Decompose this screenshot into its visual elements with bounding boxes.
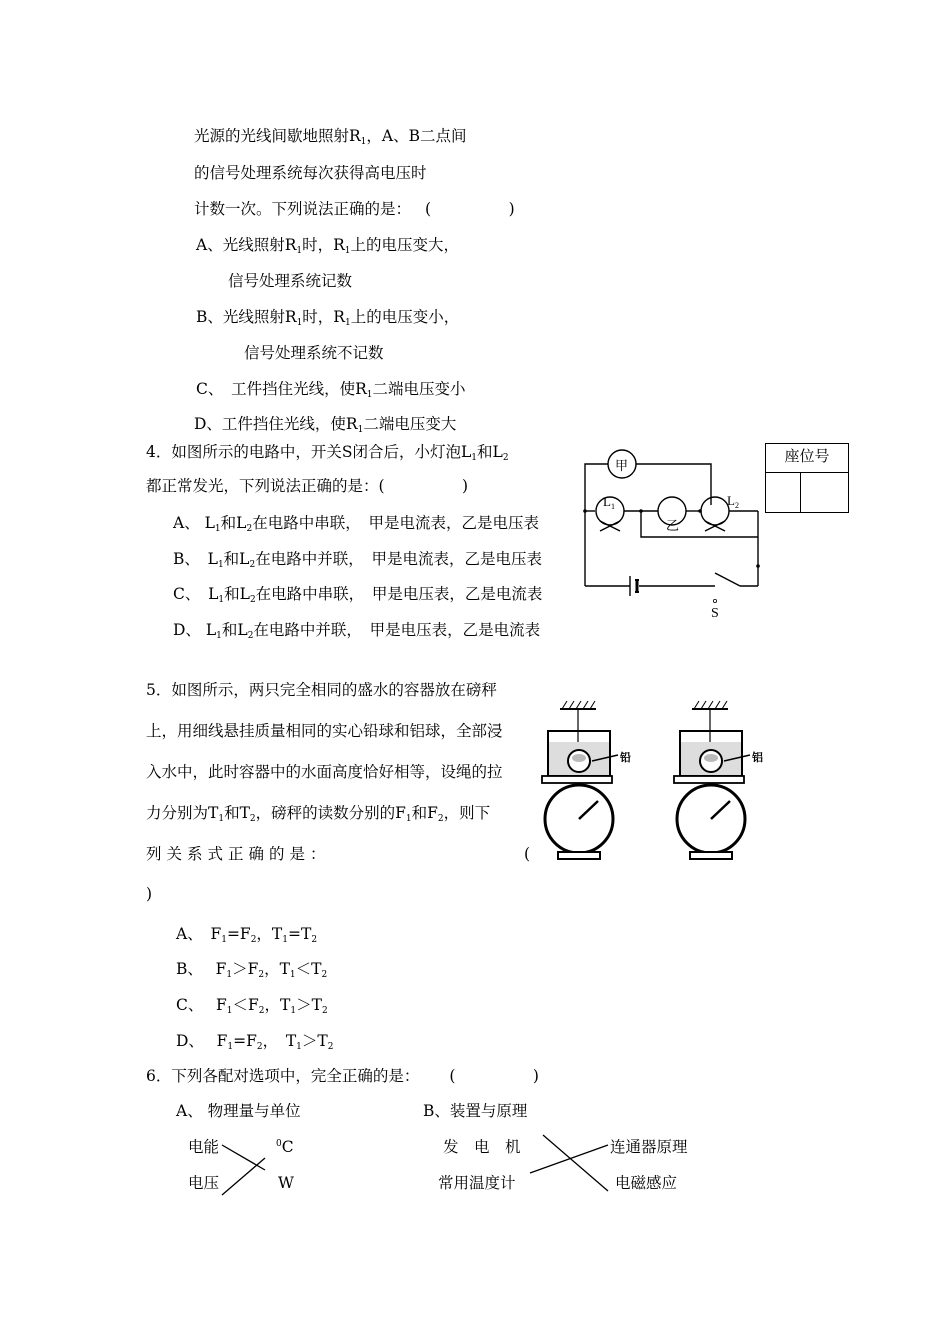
circuit-diagram	[575, 445, 770, 625]
q3-option-a: A、光线照射$R_1$时，$R_1$上的电压变大，	[196, 236, 460, 256]
q4-line1: 4．如图所示的电路中，开关S闭合后，小灯泡$L_1$和$L_2$	[146, 443, 509, 463]
q3-option-c: C、 工件挡住光线，使$R_1$二端电压变小	[196, 380, 466, 400]
match-line	[543, 1135, 608, 1191]
q5-paren-close: )	[146, 885, 153, 903]
match-line	[530, 1145, 608, 1173]
q4-option-d: D、 $L_1$和$L_2$在电路中并联， 甲是电压表，乙是电流表	[173, 621, 541, 641]
circuit-label-l2: $L_2$	[727, 493, 739, 510]
q6-b-title: B、装置与原理	[423, 1102, 528, 1120]
q3-line2: 的信号处理系统每次获得高电压时	[194, 164, 427, 182]
circuit-label-l1: $L_1$	[603, 494, 615, 511]
q4-line2: 都正常发光，下列说法正确的是：( )	[146, 477, 469, 495]
q6-a-left-1: 电能	[188, 1138, 220, 1156]
q6-a-left-2: 电压	[188, 1174, 220, 1192]
scales-figure	[540, 695, 795, 865]
q5-line4: 力分别为$T_1$和$T_2$，磅秤的读数分别的$F_1$和$F_2$，则下	[146, 804, 491, 824]
seat-number-box	[765, 443, 849, 513]
seat-number-divider	[800, 472, 801, 513]
q6-b-right-2: 电磁感应	[615, 1174, 678, 1192]
match-line	[222, 1145, 265, 1170]
q5-line5: 列关系式正确的是：	[146, 845, 331, 863]
q6-a-right-2: W	[278, 1174, 294, 1192]
label-lead: 铅	[620, 751, 631, 764]
q3-option-b: B、光线照射$R_1$时，$R_1$上的电压变小，	[196, 308, 460, 328]
q5-line2: 上，用细线悬挂质量相同的实心铅球和铝球，全部浸	[146, 722, 503, 740]
q6-b-right-1: 连通器原理	[610, 1138, 688, 1156]
circuit-label-jia: 甲	[615, 458, 629, 473]
q4-option-c: C、 $L_1$和$L_2$在电路中串联， 甲是电压表，乙是电流表	[173, 585, 543, 605]
q3-option-b-cont: 信号处理系统不记数	[244, 344, 384, 362]
q4-option-a: A、 $L_1$和$L_2$在电路中串联， 甲是电流表，乙是电压表	[173, 514, 539, 534]
match-line	[222, 1158, 265, 1195]
q3-option-a-cont: 信号处理系统记数	[228, 272, 353, 290]
label-aluminum: 铝	[752, 751, 763, 764]
q3-line1: 光源的光线间歇地照射$R_1$，A、B二点间	[194, 127, 467, 147]
q5-line3: 入水中，此时容器中的水面高度恰好相等，设绳的拉	[146, 763, 503, 781]
q6-b-left-2: 常用温度计	[438, 1174, 516, 1192]
scale-right	[674, 701, 763, 859]
q3-line3: 计数一次。下列说法正确的是： ( )	[194, 200, 515, 218]
scale-left	[542, 701, 631, 859]
q5-line1: 5．如图所示，两只完全相同的盛水的容器放在磅秤	[146, 681, 497, 699]
q6-b-left-1: 发 电 机	[443, 1138, 521, 1156]
q3-option-d: D、工件挡住光线，使$R_1$二端电压变大	[194, 415, 457, 435]
q5-option-d: D、 $F_1=F_2$， $T_1>T_2$	[176, 1032, 334, 1052]
seat-number-label: 座位号	[766, 444, 848, 473]
q6-a-title: A、 物理量与单位	[176, 1102, 301, 1120]
q6-line1: 6．下列各配对选项中，完全正确的是： ( )	[146, 1067, 539, 1085]
circuit-label-yi: 乙	[666, 518, 680, 533]
q6-a-right-1: $^0$C	[276, 1138, 294, 1156]
q5-paren-open: (	[524, 845, 531, 863]
q5-option-b: B、 $F_1>F_2$，$T_1<T_2$	[176, 960, 328, 980]
circuit-label-s: S	[711, 606, 719, 621]
q5-option-c: C、 $F_1<F_2$，$T_1>T_2$	[176, 996, 328, 1016]
q4-option-b: B、 $L_1$和$L_2$在电路中并联， 甲是电流表，乙是电压表	[173, 550, 542, 570]
q5-option-a: A、 $F_1=F_2$，$T_1=T_2$	[176, 925, 318, 945]
